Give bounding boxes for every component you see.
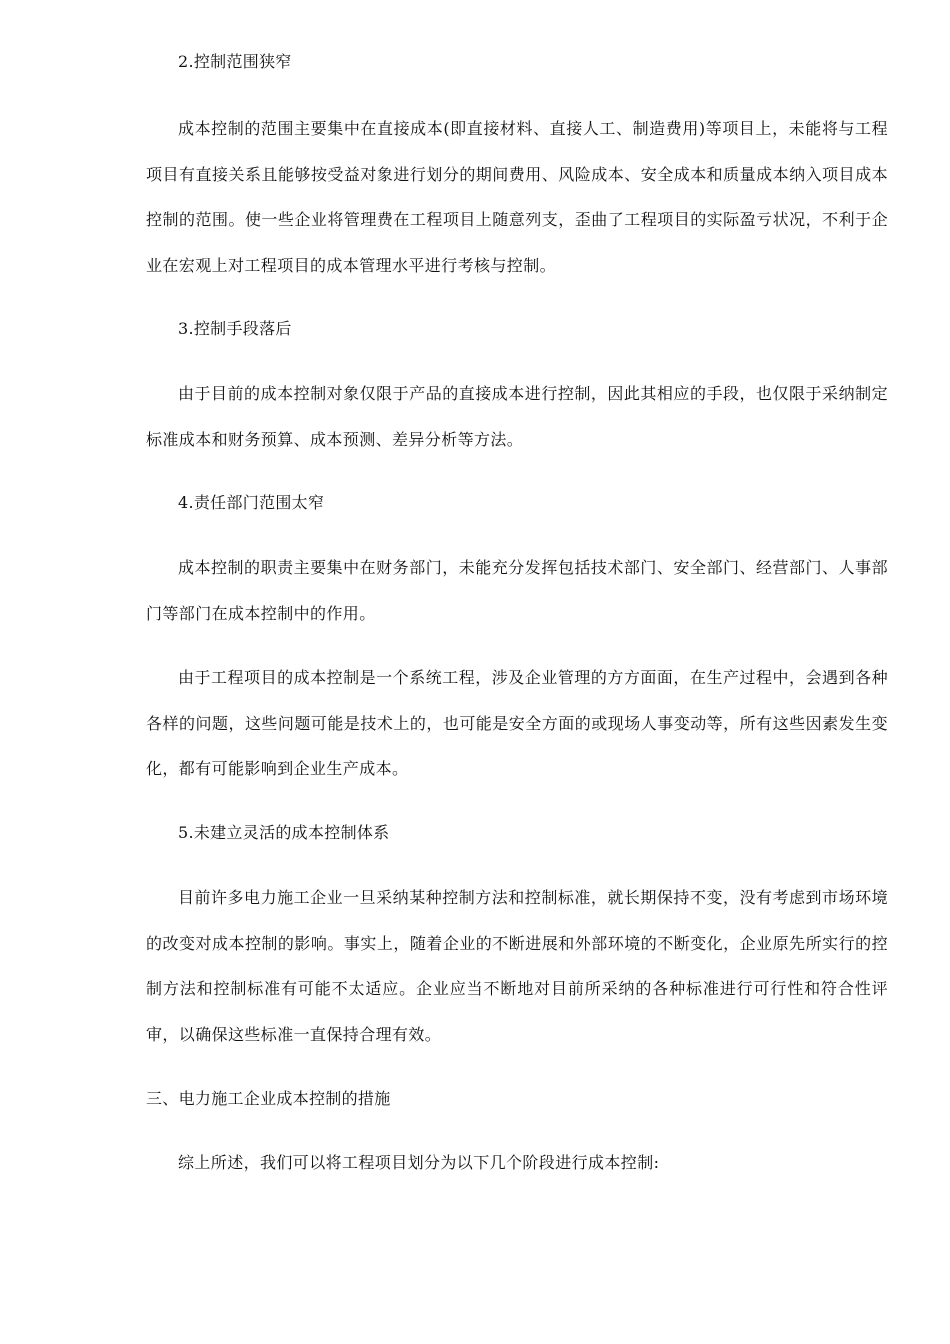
paragraph-system-engineering: 由于工程项目的成本控制是一个系统工程，涉及企业管理的方方面面，在生产过程中，会遇到各种各样的问题，这些问题可能是技术上的，也可能是安全方面的或现场人事变动等，所有这些因素发生变化，都有可能影响到企业生产成本。 bbox=[146, 668, 888, 778]
paragraph-responsibility: 成本控制的职责主要集中在财务部门，未能充分发挥包括技术部门、安全部门、经营部门、人事部门等部门在成本控制中的作用。 bbox=[146, 558, 888, 623]
paragraph-control-scope: 成本控制的范围主要集中在直接成本(即直接材料、直接人工、制造费用)等项目上，未能将与工程项目有直接关系且能够按受益对象进行划分的期间费用、风险成本、安全成本和质量成本纳入项目成本控制的范围。使一些企业将管理费在工程项目上随意列支，歪曲了工程项目的实际盈亏状况，不利于企业在宏观上对工程项目的成本管理水平进行考核与控制。 bbox=[146, 119, 888, 275]
section-heading-5: 5.未建立灵活的成本控制体系 bbox=[178, 823, 390, 842]
paragraph-flexible-system: 目前许多电力施工企业一旦采纳某种控制方法和控制标准，就长期保持不变，没有考虑到市场环境的改变对成本控制的影响。事实上，随着企业的不断进展和外部环境的不断变化，企业原先所实行的控制方法和控制标准有可能不太适应。企业应当不断地对目前所采纳的各种标准进行可行性和符合性评审，以确保这些标准一直保持合理有效。 bbox=[146, 888, 888, 1044]
paragraph-summary: 综上所述，我们可以将工程项目划分为以下几个阶段进行成本控制: bbox=[178, 1153, 660, 1172]
paragraph-control-means: 由于目前的成本控制对象仅限于产品的直接成本进行控制，因此其相应的手段，也仅限于采纳制定标准成本和财务预算、成本预测、差异分析等方法。 bbox=[146, 384, 888, 449]
section-heading-3: 3.控制手段落后 bbox=[178, 319, 292, 338]
section-heading-4: 4.责任部门范围太窄 bbox=[178, 493, 325, 512]
section-heading-2: 2.控制范围狭窄 bbox=[178, 52, 292, 71]
section-heading-measures: 三、电力施工企业成本控制的措施 bbox=[146, 1089, 391, 1108]
